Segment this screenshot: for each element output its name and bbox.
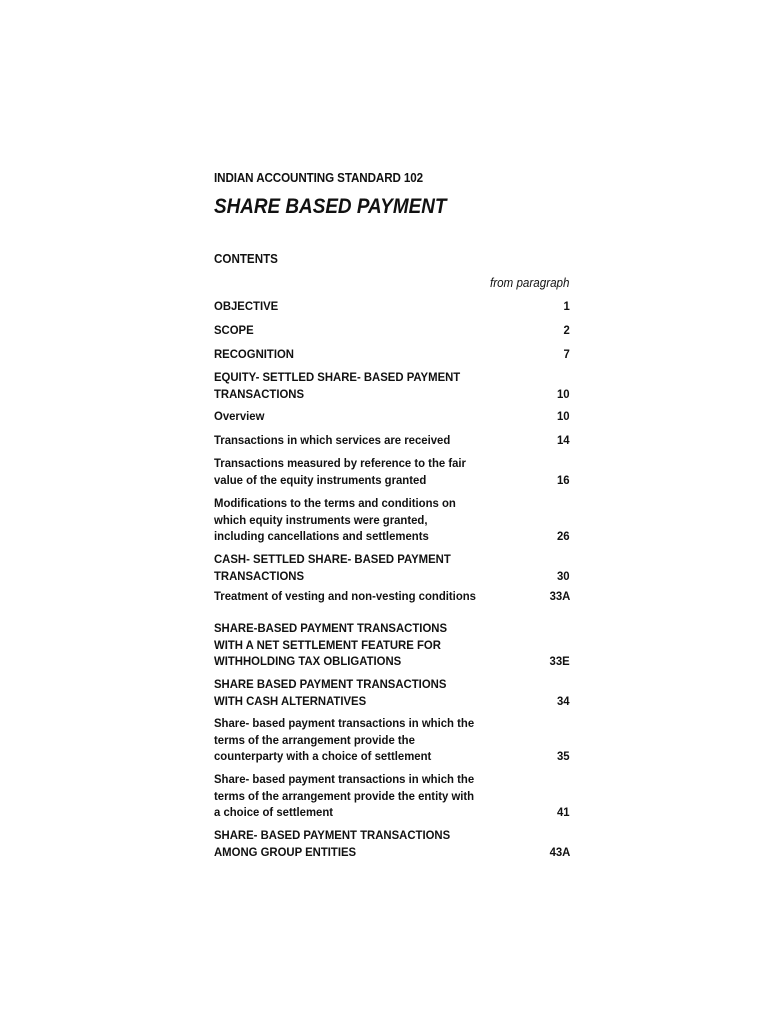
toc-entry [214,551,570,584]
toc-entry-paragraph-number: 34 [557,693,570,708]
toc-entry-paragraph-number: 41 [557,805,570,819]
toc-entry-paragraph-number: 30 [557,568,570,583]
toc-entry [214,676,570,709]
toc-entry-title-line: SHARE BASED PAYMENT TRANSACTIONS [214,677,447,691]
toc-entry-title [214,676,484,709]
toc-entry-title [214,408,484,425]
toc-entry-title [214,298,484,315]
toc-entry-paragraph-number: 2 [563,323,570,337]
toc-entry [214,620,570,670]
toc-entry [214,369,570,402]
toc-entry-title-line: EQUITY- SETTLED SHARE- BASED PAYMENT [214,370,461,384]
toc-entry-title-line: counterparty with a choice of settlement [214,749,432,763]
toc-entry [214,495,570,545]
toc-entry-paragraph-number: 35 [557,749,570,763]
toc-entry-title [214,771,484,821]
toc-entry-title [214,346,484,363]
toc-entry-title [214,551,484,584]
toc-entry-paragraph-number: 14 [557,433,570,447]
page-title: SHARE BASED PAYMENT [214,195,447,218]
toc-entry-title-line: TRANSACTIONS [214,568,305,583]
toc-entry-paragraph-number: 1 [563,299,570,313]
toc-entry-title [214,432,484,449]
toc-entry-title-line: TRANSACTIONS [214,386,305,401]
toc-entry-title-line: a choice of settlement [214,805,334,819]
toc-entry-title-line: WITHHOLDING TAX OBLIGATIONS [214,654,402,668]
toc-entry-title-line: Treatment of vesting and non-vesting conditions [214,589,476,603]
toc-entry-paragraph-number: 33E [549,654,570,668]
toc-entry-title [214,588,484,605]
contents-heading: CONTENTS [214,252,278,266]
toc-entry-title-line: SCOPE [214,323,254,337]
toc-entry-title-line: SHARE-BASED PAYMENT TRANSACTIONS [214,621,448,635]
toc-entry-title-line: Share- based payment transactions in which the [214,716,475,730]
toc-entry-title-line: WITH A NET SETTLEMENT FEATURE FOR [214,637,441,652]
toc-entry-title-line: terms of the arrangement provide the entity with [214,788,475,803]
toc-entry-title [214,455,484,488]
toc-entry-title [214,827,484,860]
toc-entry-title [214,620,484,670]
standard-label: INDIAN ACCOUNTING STANDARD 102 [214,171,424,185]
toc-entry [214,771,570,821]
toc-entry-title-line: Transactions in which services are received [214,433,451,447]
toc-entry-title-line: AMONG GROUP ENTITIES [214,844,357,859]
toc-entry-title-line: RECOGNITION [214,347,294,361]
toc-entry-title-line: SHARE- BASED PAYMENT TRANSACTIONS [214,828,451,842]
toc-entry-title-line: Modifications to the terms and conditions on [214,496,456,510]
toc-entry-paragraph-number: 16 [557,472,570,487]
from-paragraph-header: from paragraph [489,276,569,290]
toc-entry-paragraph-number: 43A [549,844,570,859]
toc-entry-title-line: which equity instruments were granted, [214,512,428,527]
toc-entry [214,322,570,339]
toc-entry [214,588,570,605]
toc-entry [214,715,570,765]
toc-entry [214,408,570,425]
toc-entry-paragraph-number: 33A [549,589,570,603]
toc-entry-paragraph-number: 26 [557,529,570,543]
toc-entry-title [214,495,484,545]
toc-entry [214,298,570,315]
toc-entry-title-line: WITH CASH ALTERNATIVES [214,693,367,708]
toc-entry-title-line: Share- based payment transactions in which the [214,772,475,786]
toc-entry [214,432,570,449]
toc-entry-title-line: including cancellations and settlements [214,529,429,543]
toc-entry-title-line: value of the equity instruments granted [214,472,427,487]
toc-entry [214,827,570,860]
toc-entry-title [214,715,484,765]
toc-entry-title-line: Transactions measured by reference to the fair [214,456,466,470]
toc-entry-paragraph-number: 10 [557,386,570,401]
toc-entry-title-line: Overview [214,409,265,423]
toc-entry [214,346,570,363]
toc-entry-paragraph-number: 7 [563,347,570,361]
toc-entry-title-line: OBJECTIVE [214,299,279,313]
toc-entry-title-line: CASH- SETTLED SHARE- BASED PAYMENT [214,552,451,566]
toc-entry-title [214,322,484,339]
toc-entry-title [214,369,484,402]
toc-entry [214,455,570,488]
toc-entry-paragraph-number: 10 [557,409,570,423]
toc-entry-title-line: terms of the arrangement provide the [214,732,415,747]
